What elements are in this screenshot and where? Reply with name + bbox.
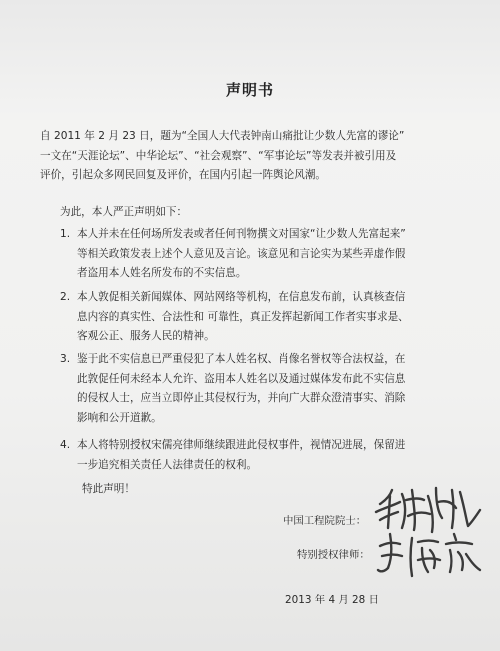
item-number: 1. xyxy=(60,228,71,240)
item-number: 4. xyxy=(60,439,71,451)
document-title: 声明书 xyxy=(225,81,274,99)
item-line: 本人敦促相关新闻媒体、网站网络等机构，在信息发布前，认真核查信 xyxy=(77,291,406,303)
item-line: 息内容的真实性、合法性和 可靠性，真正发挥起新闻工作者实事求是、 xyxy=(77,310,409,323)
statement-lead: 为此，本人严正声明如下： xyxy=(60,206,188,218)
item-line: 一步追究相关责任人法律责任的权利。 xyxy=(77,458,258,471)
lawyer-label: 特别授权律师： xyxy=(297,549,370,561)
item-line: 影响和公开道歉。 xyxy=(77,411,162,424)
intro-paragraph xyxy=(40,127,404,186)
intro-line: 评价，引起众多网民回复及评价，在国内引起一阵舆论风潮。 xyxy=(40,169,327,181)
item-line: 本人将特别授权宋儒亮律师继续跟进此侵权事件，视情况进展，保留进 xyxy=(77,439,406,451)
item-line: 鉴于此不实信息已严重侵犯了本人姓名权、肖像名誉权等合法权益，在 xyxy=(77,353,406,365)
item-number: 3. xyxy=(60,353,71,365)
intro-line: 自 2011 年 2 月 23 日，题为“全国人大代表钟南山痛批让少数人先富的谬论” xyxy=(40,130,405,142)
item-body xyxy=(77,225,406,284)
item-line: 客观公正、服务人民的精神。 xyxy=(77,330,215,342)
item-body xyxy=(77,350,405,428)
document-date: 2013 年 4 月 28 日 xyxy=(285,594,379,606)
item-line: 此敦促任何未经本人允许、盗用本人姓名以及通过媒体发布此不实信息 xyxy=(77,372,406,385)
academician-label: 中国工程院院士： xyxy=(283,515,367,527)
item-number: 2. xyxy=(60,291,71,303)
item-line: 本人并未在任何场所发表或者任何刊物撰文对国家“让少数人先富起来” xyxy=(77,228,406,240)
lawyer-signature xyxy=(374,528,486,582)
closing-text: 特此声明！ xyxy=(82,483,135,495)
item-line: 者盗用本人姓名所发布的不实信息。 xyxy=(77,267,247,279)
intro-line: 一文在“天涯论坛”、中华论坛”、“社会观察”、“军事论坛”等发表并被引用及 xyxy=(40,149,397,162)
item-line: 等相关政策发表上述个人意见及言论。该意见和言论实为某些弄虚作假 xyxy=(77,247,406,260)
item-body xyxy=(77,436,405,475)
item-line: 的侵权人士，应当立即停止其侵权行为，并向广大群众澄清事实、消除 xyxy=(77,392,406,404)
item-body xyxy=(77,288,409,347)
